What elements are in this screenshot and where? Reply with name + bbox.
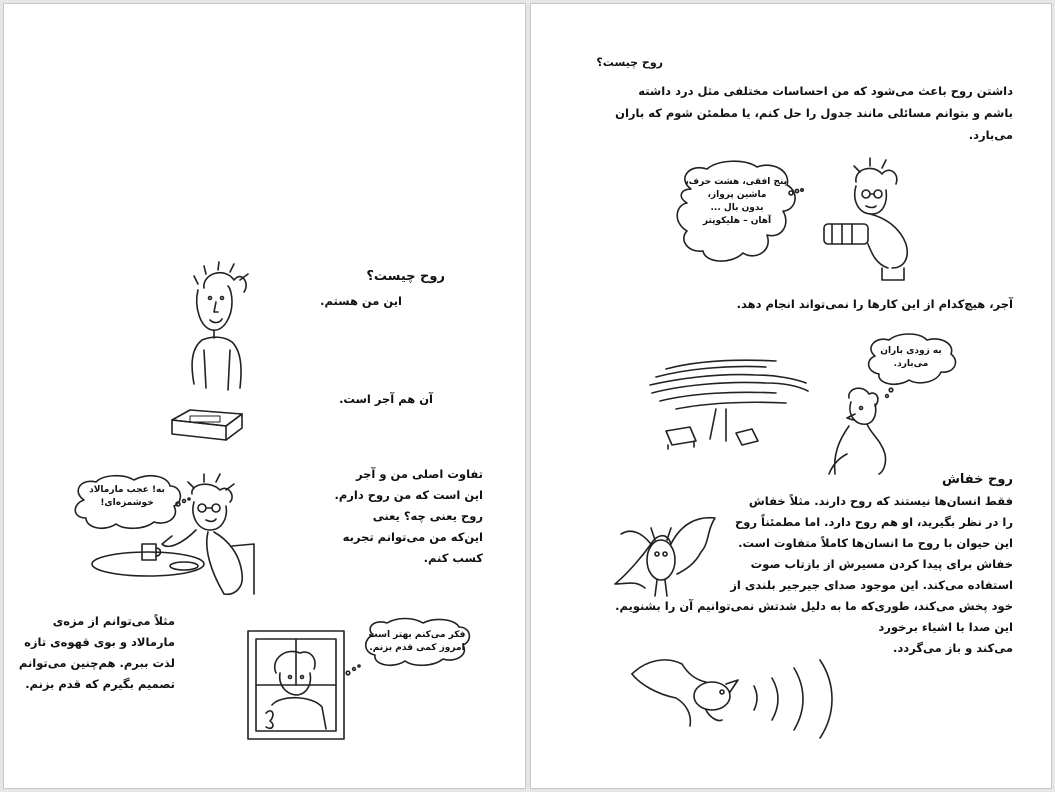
bubble-line: ماشین پرواز، <box>707 190 767 200</box>
bat-line: خفاش برای پیدا کردن مسیرش از بازتاب صوت <box>750 557 1013 571</box>
crossword-bubble <box>687 176 787 228</box>
intro-text: این من هستم. <box>320 294 402 308</box>
bat-line: فقط انسان‌ها نیستند که روح دارند. مثلاً خفاش <box>748 494 1013 508</box>
marmalade-bubble <box>81 484 173 510</box>
bat-line: می‌کند و باز می‌گردد. <box>893 641 1013 655</box>
right-page <box>530 3 1052 789</box>
wind-tree-illustration <box>646 349 816 449</box>
para1-line: داشتن روح باعث می‌شود که من احساسات مختلفی مثل درد داشته <box>638 84 1013 98</box>
right-heading: روح چیست؟ <box>596 56 663 69</box>
bubble-line: بدون بال ... <box>710 203 764 213</box>
bat-line: استفاده می‌کند. این موجود صدای جیرجیر بلندی از <box>730 578 1013 592</box>
walk-bubble <box>363 629 471 655</box>
difference-line: تفاوت اصلی من و آجر <box>355 467 483 481</box>
difference-line: این‌که من می‌توانم تجربه <box>342 530 483 544</box>
crossword-man-illustration <box>816 164 926 284</box>
difference-paragraph <box>334 464 483 569</box>
difference-line: کسب کنم. <box>423 551 483 565</box>
bubble-line: امروز کمی قدم بزنم. <box>369 643 465 653</box>
left-page <box>3 3 526 789</box>
bubble-line: پنج افقی، هشت حرف، <box>685 177 787 187</box>
man-illustration <box>184 266 264 396</box>
para1-line: باشم و بتوانم مسائلی مانند جدول را حل کنم، یا مطمئن شوم که باران <box>615 106 1013 120</box>
example-line: مارمالاد و بوی قهوه‌ی تازه <box>24 635 175 649</box>
example-line: تصمیم بگیرم که قدم بزنم. <box>25 677 175 691</box>
difference-line: این است که من روح دارم. <box>334 488 483 502</box>
bubble-line: می‌بارد. <box>893 359 929 369</box>
bubble-line: به زودی باران <box>880 346 942 356</box>
left-heading: روح چیست؟ <box>366 269 445 284</box>
bat-line: این حیوان با روح ما انسان‌ها کاملاً متفاوت است. <box>738 536 1013 550</box>
bat-heading: روح خفاش <box>941 472 1013 487</box>
paragraph-1 <box>615 80 1013 146</box>
bubble-line: خوشمزه‌ای! <box>100 498 154 508</box>
example-line: لذت ببرم. هم‌چنین می‌توانم <box>18 656 175 670</box>
bubble-line: فکر می‌کنم بهتر است <box>368 630 466 640</box>
window-illustration <box>246 629 366 749</box>
bat-illustration <box>611 514 721 604</box>
bat-line: این صدا با اشیاء برخورد <box>878 620 1013 634</box>
para1-line: می‌بارد. <box>968 128 1013 142</box>
example-line: مثلاً می‌توانم از مزه‌ی <box>52 614 175 628</box>
example-paragraph <box>19 611 175 695</box>
flying-bat-illustration <box>626 654 866 739</box>
rain-bubble <box>871 345 951 371</box>
brick-caption: آن هم آجر است. <box>339 392 433 406</box>
bat-line: خود پخش می‌کند، طوری‌که ما به دلیل شدتش نمی‌توانیم آن را بشنویم. <box>615 599 1013 613</box>
bubble-line: به! عجب مارمالاد <box>89 485 165 495</box>
difference-line: روح یعنی چه؟ یعنی <box>372 509 483 523</box>
bat-line: را در نظر بگیرید، او هم روح دارد. اما مطمئناً روح <box>734 515 1013 529</box>
bubble-line: آهان – هلیکوپتر <box>702 216 772 226</box>
rain-man-illustration <box>819 384 899 474</box>
brick-cannot-text: آجر، هیچ‌کدام از این کارها را نمی‌تواند انجام دهد. <box>736 297 1013 311</box>
brick-illustration <box>170 406 250 446</box>
